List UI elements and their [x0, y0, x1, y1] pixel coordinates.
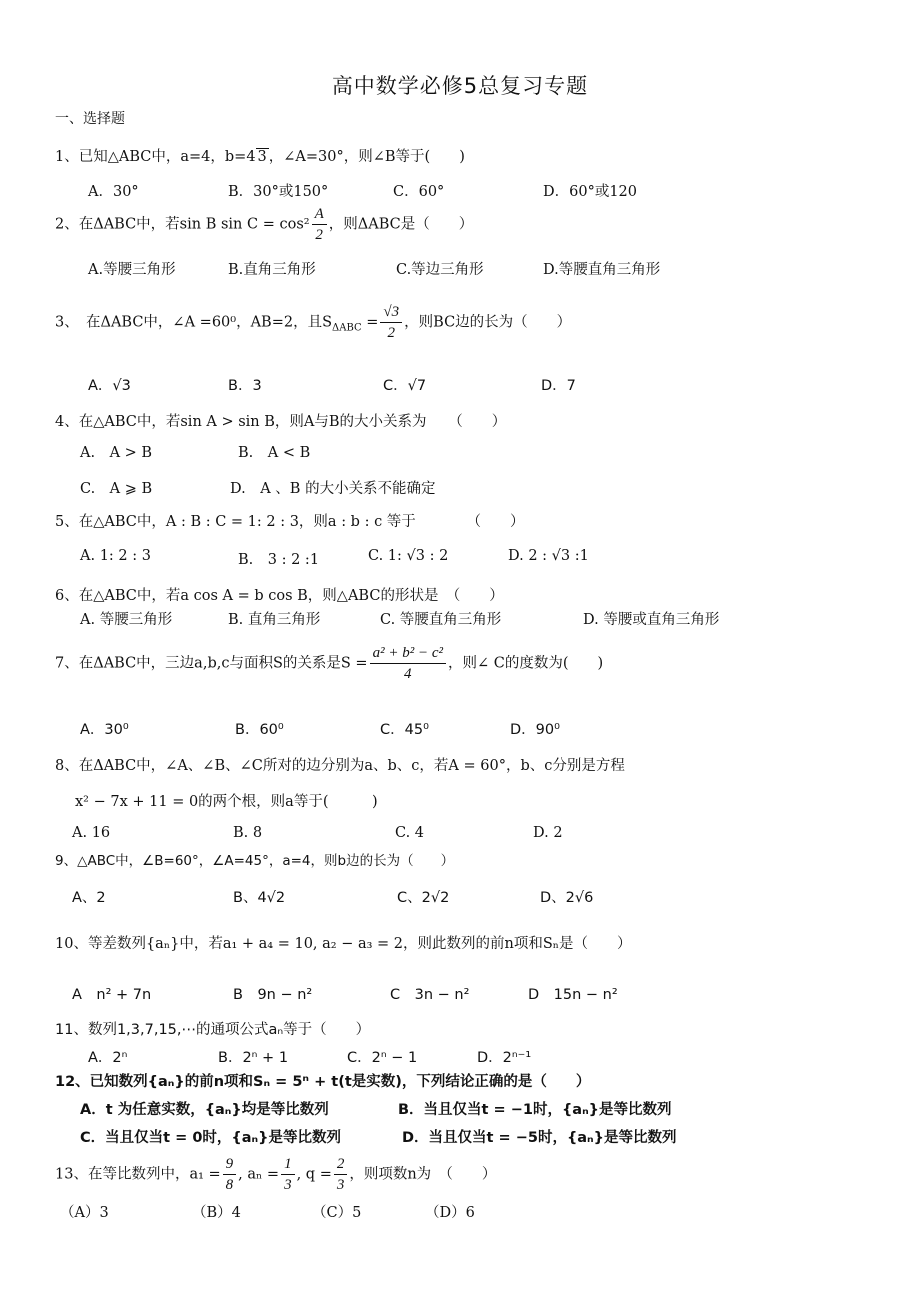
q1-option-d: D．60°或120 [543, 184, 638, 200]
q11-option-a: A．2ⁿ [88, 1050, 128, 1066]
q13-f3-num: 2 [334, 1154, 348, 1175]
q13-f2-num: 1 [281, 1154, 295, 1175]
q9-option-c: C、2√2 [397, 890, 450, 906]
question-11-stem: 11、数列1,3,7,15,⋯的通项公式aₙ等于（ ） [55, 1022, 371, 1038]
q7-option-c: C．45⁰ [380, 722, 429, 738]
q5-option-c: C. 1: √3 : 2 [368, 548, 449, 564]
q2-option-c: C.等边三角形 [396, 262, 484, 278]
q12-option-a: A．t 为任意实数，{aₙ}均是等比数列 [80, 1102, 329, 1118]
q2-option-d: D.等腰直角三角形 [543, 262, 661, 278]
question-2-stem [55, 204, 473, 245]
page-title: 高中数学必修5总复习专题 [331, 74, 589, 98]
q10-option-d: D 15n − n² [528, 987, 618, 1003]
q7-frac-den: 4 [404, 666, 412, 682]
q4-option-d: D. A 、B 的大小关系不能确定 [230, 481, 436, 497]
q2-stem-b: ，则ΔABC是（ ） [328, 216, 474, 233]
question-4-stem: 4、在△ABC中，若sin A > sin B，则A与B的大小关系为 （ ） [55, 414, 507, 430]
q8-option-a: A. 16 [72, 825, 111, 841]
q11-option-d: D．2ⁿ⁻¹ [477, 1050, 532, 1066]
q3-option-d: D．7 [541, 378, 576, 394]
q10-option-c: C 3n − n² [390, 987, 470, 1003]
q11-option-b: B．2ⁿ + 1 [218, 1050, 289, 1066]
question-8-stem-line2: x² − 7x + 11 = 0的两个根，则a等于( ) [75, 794, 378, 810]
q1-option-b: B．30°或150° [228, 184, 329, 200]
q13-f1-num: 9 [223, 1154, 237, 1175]
question-1-stem [55, 145, 465, 166]
q2-stem-a: 2、在ΔABC中，若sin B sin C = cos² [55, 216, 310, 233]
question-7-stem [55, 643, 603, 684]
q9-option-a: A、2 [72, 890, 106, 906]
q3-option-c: C．√7 [383, 378, 427, 394]
q12-option-b: B．当且仅当t = −1时，{aₙ}是等比数列 [398, 1102, 672, 1118]
q13-mid1: , aₙ = [238, 1166, 280, 1183]
q7-option-d: D．90⁰ [510, 722, 560, 738]
q3-option-a: A．√3 [88, 378, 131, 394]
q13-fraction-an [281, 1154, 295, 1195]
q1-option-a: A．30° [88, 184, 139, 200]
q6-option-b: B. 直角三角形 [228, 612, 321, 628]
q6-option-d: D. 等腰或直角三角形 [583, 612, 720, 628]
q3-stem-b: ，则BC边的长为（ ） [404, 314, 572, 331]
q1-stem-c: ，∠A=30°，则∠B等于( ) [268, 149, 465, 165]
q13-f2-den: 3 [284, 1177, 292, 1193]
q7-option-b: B．60⁰ [235, 722, 284, 738]
q13-option-a: （A）3 [60, 1205, 109, 1221]
q2-fraction [312, 204, 327, 245]
q1-stem-a: 1、已知△ABC中，a=4，b=4 [55, 149, 256, 165]
q3-subscript: ΔABC [332, 322, 362, 334]
q3-frac-den: 2 [387, 325, 396, 341]
q3-frac-num: √3 [380, 302, 402, 323]
q8-option-b: B. 8 [233, 825, 263, 841]
q13-f1-den: 8 [225, 1177, 234, 1193]
q6-option-c: C. 等腰直角三角形 [380, 612, 502, 628]
q8-option-c: C. 4 [395, 825, 425, 841]
q7-stem-a: 7、在ΔABC中，三边a,b,c与面积S的关系是S = [55, 655, 368, 672]
question-12-stem: 12、已知数列{aₙ}的前n项和Sₙ = 5ⁿ + t(t是实数)，下列结论正确的是（ ） [55, 1074, 591, 1090]
q13-fraction-q [334, 1154, 348, 1195]
q9-option-b: B、4√2 [233, 890, 286, 906]
q3-stem-a: 3、 在ΔABC中，∠A =60⁰，AB=2，且S [55, 314, 333, 331]
q10-option-a: A n² + 7n [72, 987, 152, 1003]
question-5-stem: 5、在△ABC中，A : B : C = 1: 2 : 3，则a : b : c 等于 （ ） [55, 514, 525, 530]
q13-stem-b: ，则项数n为 （ ） [349, 1166, 497, 1183]
q3-fraction [380, 302, 402, 343]
q7-frac-num: a² + b² − c² [370, 643, 446, 664]
question-6-stem: 6、在△ABC中，若a cos A = b cos B，则△ABC的形状是 （ ） [55, 588, 504, 604]
q4-option-c: C. A ⩾ B [80, 481, 153, 497]
question-3-stem [55, 302, 571, 343]
q2-option-b: B.直角三角形 [228, 262, 316, 278]
q8-option-d: D. 2 [533, 825, 563, 841]
section-heading: 一、选择题 [55, 111, 125, 127]
q7-fraction [370, 643, 446, 684]
q1-option-c: C．60° [393, 184, 445, 200]
q2-option-a: A.等腰三角形 [88, 262, 176, 278]
q13-stem-a: 13、在等比数列中，a₁ = [55, 1166, 221, 1183]
q3-eq: = [361, 314, 379, 331]
q13-option-c: （C）5 [312, 1205, 362, 1221]
q5-option-a: A. 1: 2 : 3 [80, 548, 151, 564]
q2-frac-num: A [312, 204, 327, 225]
q11-option-c: C．2ⁿ − 1 [347, 1050, 418, 1066]
q9-option-d: D、2√6 [540, 890, 594, 906]
q4-option-a: A. A > B [80, 445, 153, 461]
q3-option-b: B．3 [228, 378, 262, 394]
q12-option-c: C．当且仅当t = 0时，{aₙ}是等比数列 [80, 1130, 341, 1146]
q13-f3-den: 3 [336, 1177, 345, 1193]
q13-mid2: , q = [296, 1166, 332, 1183]
q13-fraction-a1 [223, 1154, 237, 1195]
q5-option-b: B. 3 : 2 :1 [238, 552, 320, 568]
q1-sqrt: 3 [257, 149, 267, 165]
q12-option-d: D．当且仅当t = −5时，{aₙ}是等比数列 [402, 1130, 677, 1146]
q7-option-a: A．30⁰ [80, 722, 129, 738]
q13-option-d: （D）6 [425, 1205, 475, 1221]
question-13-stem [55, 1154, 496, 1195]
q2-frac-den: 2 [315, 227, 323, 243]
q10-option-b: B 9n − n² [233, 987, 313, 1003]
q13-option-b: （B）4 [192, 1205, 241, 1221]
question-9-stem: 9、△ABC中，∠B=60°，∠A=45°，a=4，则b边的长为（ ） [55, 853, 455, 869]
q7-stem-b: ，则∠ C的度数为( ) [447, 655, 604, 672]
q6-option-a: A. 等腰三角形 [80, 612, 173, 628]
question-8-stem-line1: 8、在ΔABC中，∠A、∠B、∠C所对的边分别为a、b、c，若A = 60°，b、c分别是方程 [55, 758, 625, 774]
question-10-stem: 10、等差数列{aₙ}中，若a₁ + a₄ = 10, a₂ − a₃ = 2，则此数列的前n项和Sₙ是（ ） [55, 936, 632, 952]
q4-option-b: B. A < B [238, 445, 311, 461]
q5-option-d: D. 2 : √3 :1 [508, 548, 589, 564]
